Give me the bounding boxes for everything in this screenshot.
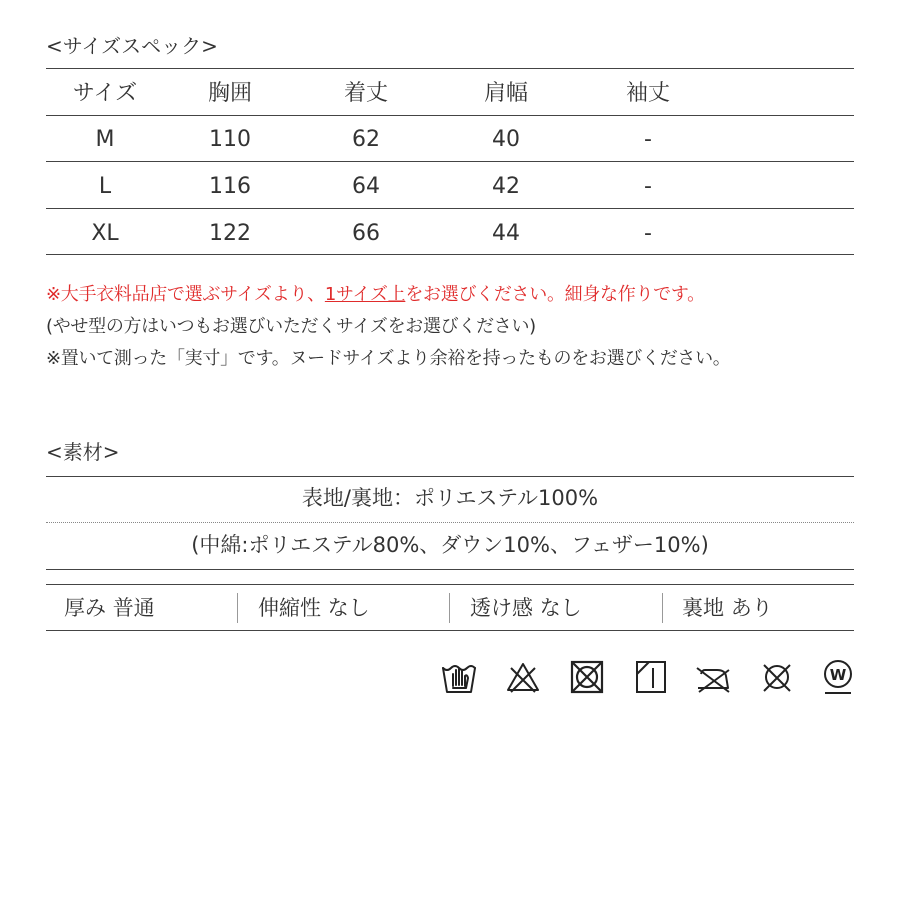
note-measurement: ※置いて測った「実寸」です。ヌードサイズより余裕を持ったものをお選びください。: [46, 348, 731, 369]
table-rule: [46, 161, 854, 162]
size-spec-title: <サイズスペック>: [46, 34, 218, 58]
note-size-advice: ※大手衣料品店で選ぶサイズより、1サイズ上をお選びください。細身な作りです。: [46, 284, 705, 305]
iron-low-cloth-icon: [695, 656, 731, 696]
table-cell: 42: [492, 174, 520, 199]
no-bleach-icon: [505, 656, 541, 696]
table-cell: -: [644, 174, 652, 199]
table-cell: XL: [91, 221, 119, 246]
prop-sheerness: 透け感 なし: [470, 596, 582, 620]
table-bottom-rule: [46, 254, 854, 255]
table-cell: -: [644, 221, 652, 246]
prop-lining: 裏地 あり: [682, 596, 773, 620]
table-cell: 40: [492, 127, 520, 152]
material-title: <素材>: [46, 440, 120, 464]
material-filling: (中綿:ポリエステル80%、ダウン10%、フェザー10%): [191, 533, 709, 557]
prop-separator: [449, 593, 450, 623]
prop-separator: [662, 593, 663, 623]
header-sleeve: 袖丈: [625, 81, 670, 106]
header-chest: 胸囲: [207, 81, 252, 106]
header-length: 着丈: [343, 81, 388, 106]
table-cell: M: [95, 127, 115, 152]
prop-stretch: 伸縮性 なし: [258, 596, 370, 620]
wet-cleaning-label: W: [829, 666, 847, 684]
material-divider: [46, 522, 854, 523]
note-slim-fit: (やせ型の方はいつもお選びいただくサイズをお選びください): [46, 316, 536, 337]
table-cell: -: [644, 127, 652, 152]
props-top-rule: [46, 584, 854, 585]
material-bottom-rule: [46, 569, 854, 570]
material-top-rule: [46, 476, 854, 477]
table-top-rule: [46, 68, 854, 69]
table-cell: 64: [352, 174, 380, 199]
props-bottom-rule: [46, 630, 854, 631]
table-cell: 122: [209, 221, 251, 246]
table-rule: [46, 115, 854, 116]
hand-wash-icon: [441, 656, 477, 696]
table-cell: 110: [209, 127, 251, 152]
table-cell: 44: [492, 221, 520, 246]
table-cell: 62: [352, 127, 380, 152]
header-size: サイズ: [72, 81, 138, 106]
drip-dry-shade-icon: [633, 656, 669, 696]
no-tumble-dry-icon: [569, 656, 605, 696]
wet-cleaning-icon: [820, 656, 856, 696]
prop-thickness: 厚み 普通: [64, 596, 155, 620]
table-cell: 116: [209, 174, 251, 199]
material-outer-lining: 表地/裏地：ポリエステル100%: [301, 486, 599, 510]
table-cell: 66: [352, 221, 380, 246]
table-cell: L: [98, 174, 112, 199]
prop-separator: [237, 593, 238, 623]
no-dry-clean-icon: [759, 656, 795, 696]
header-shoulder: 肩幅: [483, 81, 528, 106]
table-rule: [46, 208, 854, 209]
